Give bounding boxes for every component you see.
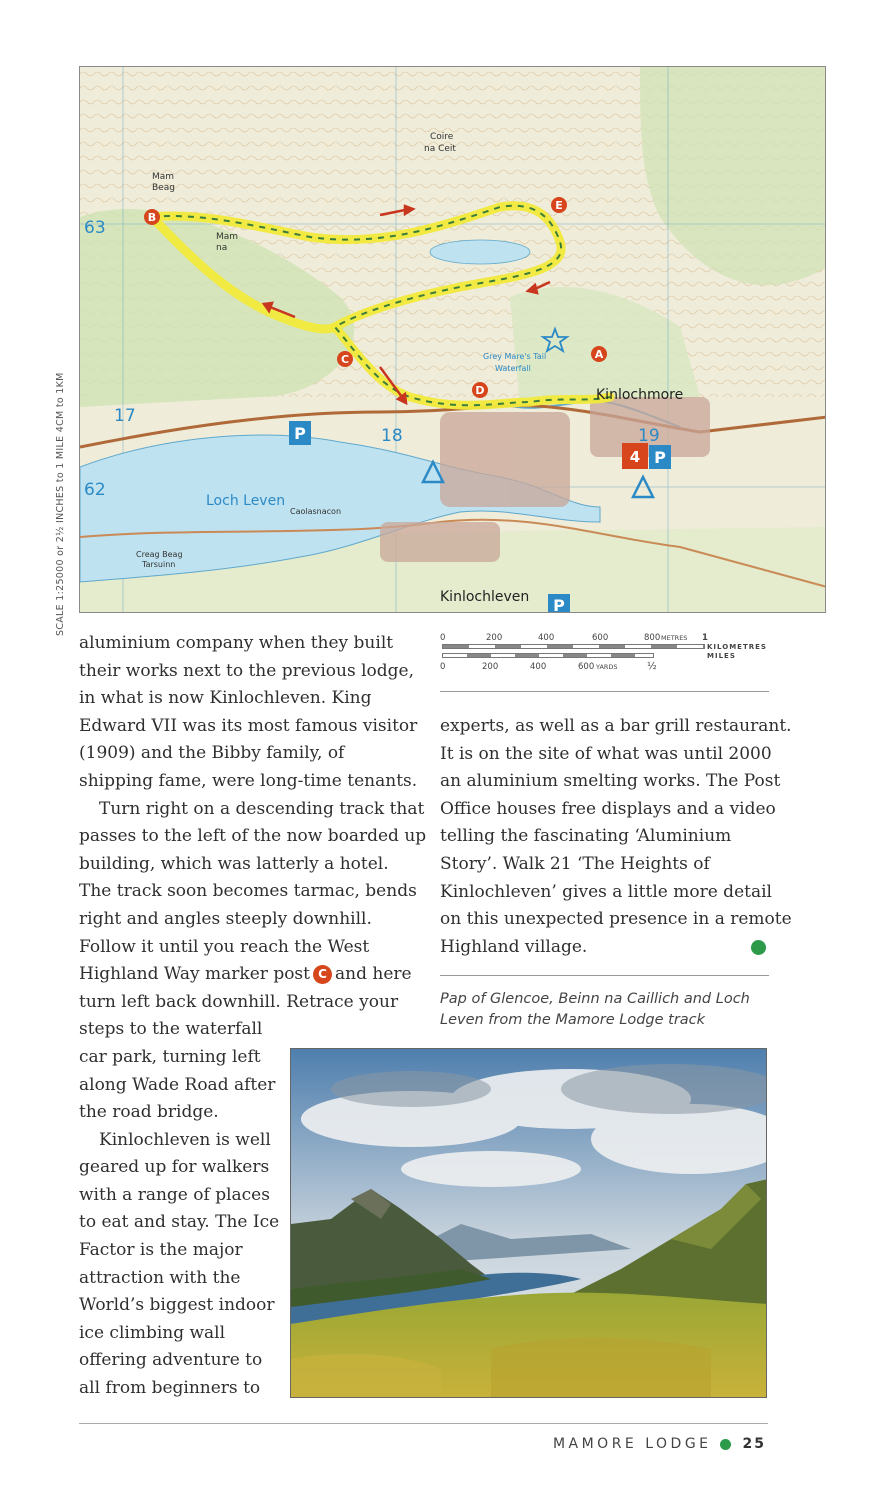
scale-tick: 0 (440, 662, 446, 672)
page-footer (553, 1436, 766, 1452)
text-line: Story’. Walk 21 ‘The Heights of (440, 853, 710, 874)
footer-dot-icon (720, 1439, 731, 1450)
divider (440, 691, 769, 692)
waypoint-e-label: E (555, 199, 563, 212)
text-line: ice climbing wall (79, 1322, 226, 1343)
landscape-photo (290, 1048, 767, 1398)
place-label: Caolasnacon (290, 507, 342, 516)
route-map (79, 66, 826, 613)
end-of-walk-dot-icon (751, 940, 766, 955)
text-line: along Wade Road after (79, 1074, 276, 1095)
place-label: Mam (152, 172, 175, 182)
text-line: Edward VII was its most famous visitor (79, 715, 418, 736)
photo-caption (440, 989, 770, 1031)
grid-number-62: 62 (84, 480, 106, 500)
text-line: the road bridge. (79, 1102, 219, 1123)
text-line: (1909) and the Bibby family, of (79, 743, 345, 764)
place-label: Tarsuinn (142, 560, 176, 569)
parking-label: P (553, 596, 565, 613)
scale-unit-metres: METRES (661, 634, 688, 642)
scale-bar-metres (442, 644, 705, 649)
map-scale-note: SCALE 1:25000 or 2½ INCHES to 1 MILE 4CM to 1KM (55, 372, 66, 636)
scale-unit-miles: MILES (707, 652, 736, 660)
text-line: turn left back downhill. Retrace your (79, 991, 399, 1012)
scale-bar-yards (442, 653, 654, 658)
text-line: Highland village. (440, 936, 588, 957)
grid-number-19: 19 (638, 426, 660, 446)
text-fragment: and here (335, 964, 412, 985)
page-number: 25 (742, 1436, 766, 1452)
text-line: World’s biggest indoor (79, 1295, 275, 1316)
text-line (79, 961, 426, 989)
start-number: 4 (629, 448, 641, 466)
parking-label: P (294, 424, 306, 443)
caption-line: Pap of Glencoe, Beinn na Caillich and Loch (440, 991, 750, 1007)
place-label: Waterfall (495, 364, 531, 373)
text-line: their works next to the previous lodge, (79, 660, 415, 681)
scale-half-mile: ½ (647, 661, 657, 672)
scale-tick: 400 (530, 662, 547, 672)
footer-rule (79, 1423, 768, 1424)
text-line: passes to the left of the now boarded up (79, 826, 427, 847)
place-label: Beag (152, 183, 175, 193)
scale-tick: 400 (538, 633, 555, 643)
text-line: aluminium company when they built (79, 633, 394, 653)
text-line: The track soon becomes tarmac, bends (79, 881, 417, 902)
place-label: Coire (430, 132, 454, 142)
text-line: car park, turning left (79, 1046, 261, 1067)
text-line: geared up for walkers (79, 1157, 270, 1178)
divider (440, 975, 769, 976)
scale-unit-km: KILOMETRES (707, 643, 767, 651)
text-line: all from beginners to (79, 1378, 261, 1399)
caption-line: Leven from the Mamore Lodge track (440, 1012, 706, 1028)
scale-bar (440, 633, 770, 678)
grid-number-18: 18 (381, 426, 403, 446)
loch-label: Loch Leven (206, 493, 286, 509)
text-line: experts, as well as a bar grill restaurant. (440, 716, 792, 736)
scale-tick: 0 (440, 633, 446, 643)
text-line: right and angles steeply downhill. (79, 908, 372, 929)
photo-graphic (291, 1049, 767, 1398)
text-line: on this unexpected presence in a remote (440, 909, 792, 930)
scale-km-label: 1 (702, 633, 708, 643)
text-line: Turn right on a descending track that (99, 798, 425, 819)
text-line: with a range of places (79, 1184, 270, 1205)
scale-tick: 200 (482, 662, 499, 672)
waypoint-b-label: B (147, 211, 157, 224)
text-line: Follow it until you reach the West (79, 936, 370, 957)
text-line: attraction with the (79, 1267, 241, 1288)
waypoint-c-label: C (340, 353, 350, 366)
waypoint-d-label: D (475, 384, 485, 397)
town-label-kinlochmore: Kinlochmore (596, 387, 684, 403)
text-line: an aluminium smelting works. The Post (440, 771, 781, 792)
place-label: Grey Mare's Tail (483, 352, 547, 361)
text-line: telling the fascinating ‘Aluminium (440, 826, 732, 847)
scale-tick: 600 (578, 662, 595, 672)
text-line: to eat and stay. The Ice (79, 1212, 280, 1233)
scale-tick: 800 (644, 633, 661, 643)
waypoint-c-marker-icon: C (313, 965, 332, 984)
place-label: na (216, 243, 228, 253)
right-column-text (440, 713, 792, 961)
text-line: steps to the waterfall (79, 1019, 263, 1040)
place-label: na Ceit (424, 144, 456, 154)
scale-tick: 600 (592, 633, 609, 643)
grid-number-17: 17 (114, 406, 136, 426)
scale-unit-yards: YARDS (596, 663, 618, 671)
grid-number-63: 63 (84, 218, 106, 238)
town-label-kinlochleven: Kinlochleven (440, 589, 530, 605)
place-label: Creag Beag (136, 550, 183, 559)
text-fragment: Highland Way marker post (79, 964, 310, 985)
text-line: offering adventure to (79, 1350, 263, 1371)
waypoint-a-label: A (594, 348, 604, 361)
text-line: It is on the site of what was until 2000 (440, 743, 772, 764)
text-line: Factor is the major (79, 1240, 243, 1261)
text-line: Office houses free displays and a video (440, 798, 776, 819)
parking-label: P (654, 448, 666, 467)
section-title: MAMORE LODGE (552, 1436, 712, 1452)
map-graphic (80, 67, 826, 613)
text-line: Kinlochleven’ gives a little more detail (440, 881, 772, 902)
place-label: Mam (216, 232, 239, 242)
scale-tick: 200 (486, 633, 503, 643)
text-line: shipping fame, were long-time tenants. (79, 770, 418, 791)
text-line: Kinlochleven is well (99, 1129, 271, 1150)
text-line: in what is now Kinlochleven. King (79, 688, 372, 709)
text-line: building, which was latterly a hotel. (79, 853, 389, 874)
